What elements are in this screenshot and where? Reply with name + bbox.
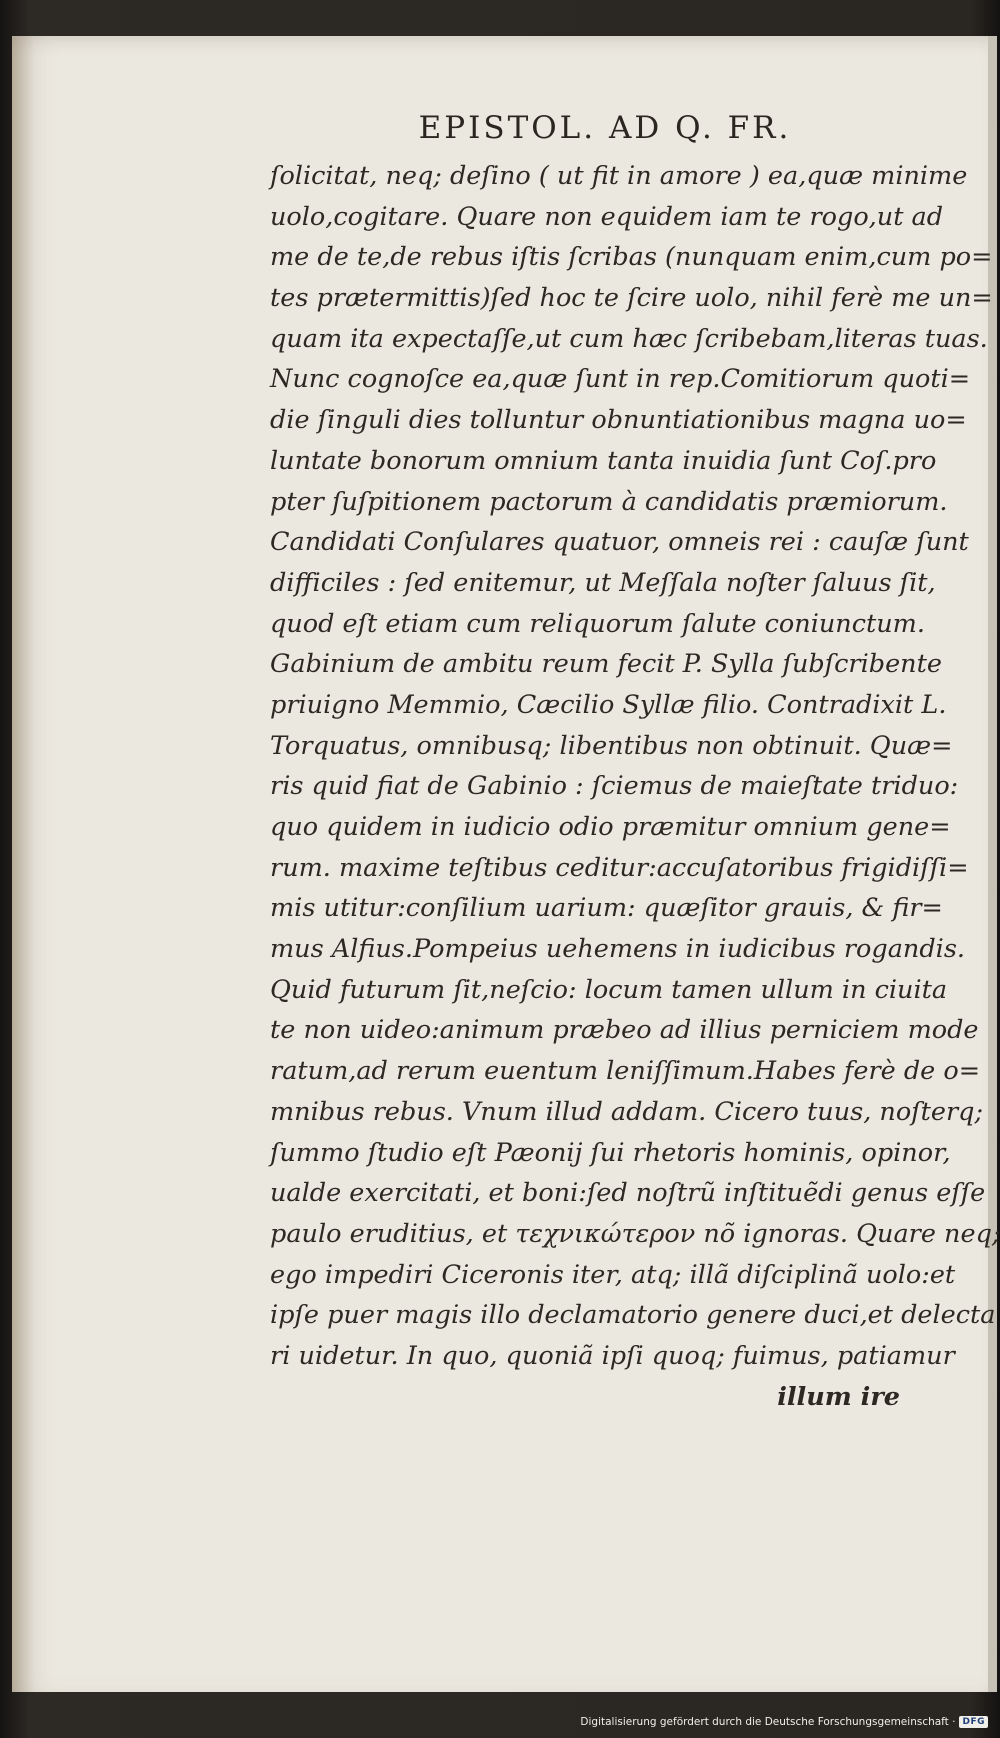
text-line: quo quidem in iudicio odio præmitur omnium gene= bbox=[270, 812, 951, 842]
text-line: rum. maxime teſtibus ceditur:accuſatoribus frigidiſſi= bbox=[270, 852, 969, 883]
text-line: die ſinguli dies tolluntur obnuntiationibus magna uo= bbox=[270, 405, 967, 436]
text-line: ri uidetur. In quo, quoniã ipſi quoq; fuimus, patiamur bbox=[270, 1340, 955, 1371]
text-line: Quid futurum ſit,neſcio: locum tamen ullum in ciuita bbox=[270, 974, 948, 1005]
text-line: Candidati Conſulares quatuor, omneis rei : cauſæ ſunt bbox=[270, 527, 969, 558]
text-line: paulo eruditius, et τεχνικώτερον nõ ignoras. Quare neq; bbox=[270, 1218, 1000, 1249]
text-line: me de te,de rebus iſtis ſcribas (nunquam enim,cum po= bbox=[270, 242, 993, 273]
catchword: illum ire bbox=[777, 1381, 900, 1412]
text-line: ipſe puer magis illo declamatorio genere duci,et delecta bbox=[270, 1300, 996, 1331]
digitization-footer bbox=[580, 1712, 988, 1732]
text-line: ſolicitat, neq; deſino ( ut fit in amore ) ea,quæ minime bbox=[270, 161, 968, 191]
dfg-logo: DFG bbox=[959, 1716, 988, 1728]
text-line: priuigno Memmio, Cæcilio Syllæ filio. Contradixit L. bbox=[270, 689, 947, 720]
footer-credit: Digitalisierung gefördert durch die Deutsche Forschungsgemeinschaft · bbox=[580, 1716, 956, 1728]
text-line: ſummo ſtudio eſt Pæonij ſui rhetoris hominis, opinor, bbox=[270, 1137, 951, 1168]
text-line: te non uideo:animum præbeo ad illius perniciem mode bbox=[270, 1015, 979, 1046]
text-line: ris quid fiat de Gabinio : ſciemus de maieſtate triduo: bbox=[270, 771, 959, 802]
text-line: Gabinium de ambitu reum fecit P. Sylla ſubſcribente bbox=[270, 649, 942, 680]
text-line: ualde exercitati, et boni:ſed noſtrũ inſtituẽdi genus eſſe bbox=[270, 1178, 986, 1209]
text-line: difficiles : ſed enitemur, ut Meſſala noſter ſaluus ſit, bbox=[270, 567, 936, 598]
text-line: tes prætermittis)ſed hoc te ſcire uolo, nihil ferè me un= bbox=[270, 283, 993, 314]
text-line: mus Alfius.Pompeius uehemens in iudicibus rogandis. bbox=[270, 934, 966, 965]
text-line: mis utitur:conſilium uarium: quæſitor grauis, & fir= bbox=[270, 893, 943, 924]
running-head: EPISTOL. AD Q. FR. bbox=[418, 110, 792, 146]
text-line: Nunc cognoſce ea,quæ ſunt in rep.Comitiorum quoti= bbox=[270, 364, 971, 395]
text-line: mnibus rebus. Vnum illud addam. Cicero tuus, noſterq; bbox=[270, 1096, 984, 1127]
book-page bbox=[12, 36, 1000, 1692]
page-gutter-shadow bbox=[12, 36, 34, 1692]
text-line: uolo,cogitare. Quare non equidem iam te rogo,ut ad bbox=[270, 201, 944, 232]
text-line: ratum,ad rerum euentum leniſſimum.Habes ferè de o= bbox=[270, 1056, 981, 1087]
text-line: pter ſuſpitionem pactorum à candidatis præmiorum. bbox=[270, 486, 948, 517]
text-line: luntate bonorum omnium tanta inuidia ſunt Coſ.pro bbox=[270, 445, 937, 476]
text-block bbox=[270, 156, 1000, 1417]
text-line: ego impediri Ciceronis iter, atq; illã diſciplinã uolo:et bbox=[270, 1259, 956, 1290]
text-line: quod eſt etiam cum reliquorum ſalute coniunctum. bbox=[270, 608, 925, 639]
text-line: quam ita expectaſſe,ut cum hæc ſcribebam,literas tuas. bbox=[270, 323, 988, 354]
text-line: Torquatus, omnibusq; libentibus non obtinuit. Quæ= bbox=[270, 730, 953, 761]
